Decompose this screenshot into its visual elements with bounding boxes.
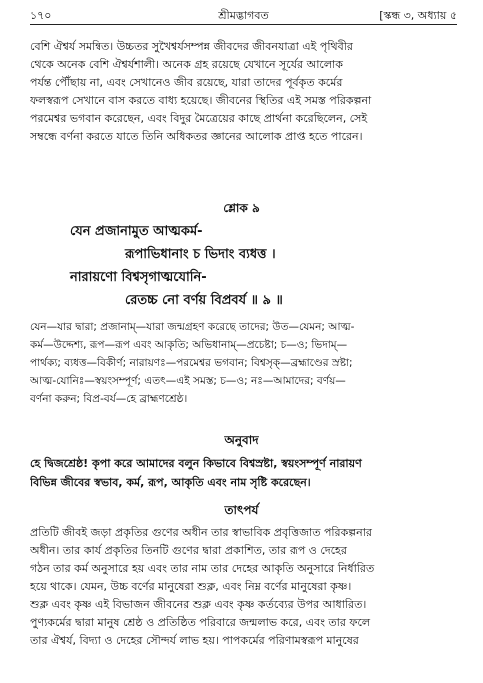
verse-text: [70, 220, 443, 312]
intro-line: সম্বন্ধে বর্ণনা করতে যাতে তিনি অধিকতর জ্ঞানের আলোক প্রাপ্ত হতে পারেন।: [30, 130, 363, 143]
translation-paragraph: [30, 454, 457, 492]
purport-line: পুণ্যকর্মের দ্বারা মানুষ শ্রেষ্ঠ ও প্রতিষ্ঠিত পরিবারে জন্মলাভ করে, এবং তার ফলে: [30, 616, 371, 629]
intro-line: বেশি ঐশ্বর্য সমন্বিত। উচ্চতর সুখৈশ্বর্যসম্পন্ন জীবদের জীবনযাত্রা এই পৃথিবীর: [30, 40, 353, 53]
purport-line: শুক্ল এবং কৃষ্ণ এই বিভাজন জীবনের শুক্ল এবং কৃষ্ণ কর্তব্যের উপর আধারিত।: [30, 598, 367, 611]
purport-title: তাৎপর্য: [224, 503, 259, 517]
purport-line: প্রতিটি জীবই জড়া প্রকৃতির গুণের অধীন তার স্বাভাবিক প্রবৃত্তিজাত পরিকল্পনার: [30, 526, 372, 539]
chapter-reference: [স্কন্ধ ৩, অধ্যায় ৫: [379, 9, 457, 22]
verse-title: শ্লোক ৯: [223, 201, 260, 215]
verse-line: রূপাভিধানাং চ ভিদাং ব্যধত্ত ।: [125, 247, 276, 262]
page-number: ১৭০: [30, 9, 52, 22]
synonym-line: বর্ণনা করুন; বিপ্র-বর্য—হে ব্রাহ্মণশ্রেষ্ঠ।: [30, 393, 188, 405]
verse-line: যেন প্রজানামুত আত্মকর্ম-: [70, 224, 203, 239]
page-header: [30, 8, 457, 24]
synonym-line: পার্থক্য; ব্যধত্ত—বিকীর্ণ; নারায়ণঃ—পরমেশ্বর ভগবান; বিশ্বসৃক্—ব্রহ্মাণ্ডের স্রষ্টা;: [30, 357, 353, 369]
intro-line: থেকে অনেক বেশি ঐশ্বর্যশালী। অনেক গ্রহ রয়েছে যেখানে সূর্যের আলোক: [30, 58, 343, 71]
book-title: শ্রীমদ্ভাগবত: [218, 9, 269, 22]
intro-line: ফলস্বরূপ সেখানে বাস করতে বাধ্য হয়েছে। জীবনের স্থিতির এই সমস্ত পরিকল্পনা: [30, 94, 372, 107]
purport-line: অধীন। তার কার্য প্রকৃতির তিনটি গুণের দ্বারা প্রকাশিত, তার রূপ ও দেহের: [30, 544, 347, 557]
synonym-line: আত্ম-যোনিঃ—স্বয়ংসম্পূর্ণ; এতৎ—এই সমস্ত; চ—ও; নঃ—আমাদের; বর্ণয়—: [30, 375, 346, 387]
translation-line: হে দ্বিজশ্রেষ্ঠ! কৃপা করে আমাদের বলুন কিভাবে বিশ্বস্রষ্টা, স্বয়ংসম্পূর্ণ নারায়ণ: [30, 457, 362, 470]
synonym-line: কর্ম—উদ্দেশ্য, রূপ—রূপ এবং আকৃতি; অভিধানাম্—প্রচেষ্টা; চ—ও; ভিদাম্—: [30, 339, 348, 351]
header-rule: [30, 24, 457, 25]
translation-line: বিভিন্ন জীবের স্বভাব, কর্ম, রূপ, আকৃতি এবং নাম সৃষ্টি করেছেন।: [30, 476, 311, 489]
purport-line: গঠন তার কর্ম অনুসারে হয় এবং তার নাম তার দেহের আকৃতি অনুসারে নির্ধারিত: [30, 562, 375, 575]
purport-line: তার ঐশ্বর্য, বিদ্যা ও দেহের সৌন্দর্য লাভ হয়। পাপকর্মের পরিণামস্বরূপ মানুষের: [30, 634, 359, 647]
intro-paragraph: [30, 38, 457, 146]
intro-line: পরমেশ্বর ভগবান করেছেন, এবং বিদুর মৈত্রেয়ের কাছে প্রার্থনা করেছিলেন, সেই: [30, 112, 368, 125]
synonym-line: যেন—যার দ্বারা; প্রজানাম্—যারা জন্মগ্রহণ করেছে তাদের; উত—যেমন; আত্ম-: [30, 321, 355, 333]
verse-line: নারায়ণো বিশ্বসৃগাত্মযোনি-: [70, 270, 207, 285]
purport-paragraph: [30, 524, 457, 650]
verse-line: রেতচ্চ নো বর্ণয় বিপ্রবর্য ॥ ৯ ॥: [125, 293, 283, 308]
translation-title: অনুবাদ: [224, 433, 259, 447]
purport-line: হয়ে থাকে। যেমন, উচ্চ বর্ণের মানুষেরা শুক্ল, এবং নিম্ন বর্ণের মানুষেরা কৃষ্ণ।: [30, 580, 352, 593]
intro-line: পর্যন্ত পৌঁছায় না, এবং সেখানেও জীব রয়েছে, যারা তাদের পূর্বকৃত কর্মের: [30, 76, 343, 89]
synonyms-paragraph: [30, 318, 457, 408]
